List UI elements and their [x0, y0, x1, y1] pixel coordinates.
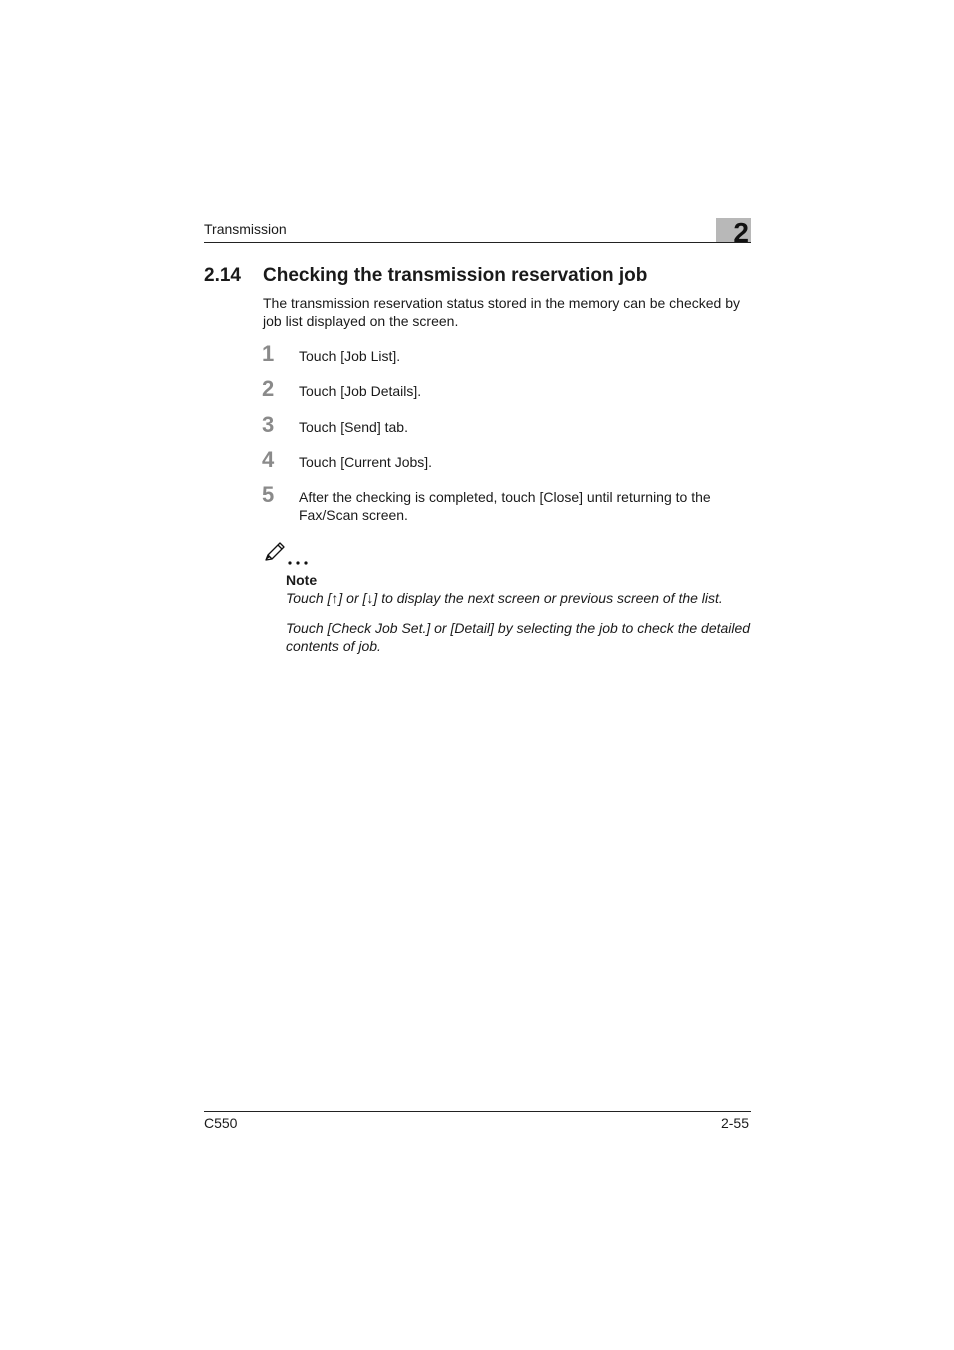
note-text: Touch [↑] or [↓] to display the next screen or previous screen of the list.: [286, 590, 723, 606]
section-intro: The transmission reservation status stored in the memory can be checked by job list displayed on the screen.: [263, 295, 740, 329]
step-number: 4: [262, 447, 275, 472]
section-title: Checking the transmission reservation job: [263, 265, 648, 286]
step-number: 5: [262, 482, 275, 507]
note-text: Touch [Check Job Set.] or [Detail] by selecting the job to check the detailed contents of job.: [286, 620, 751, 654]
running-header-title: Transmission: [204, 221, 287, 237]
step-number: 1: [262, 341, 275, 366]
footer-divider: [204, 1111, 751, 1112]
note-label: Note: [286, 572, 318, 588]
header-divider: [204, 242, 751, 243]
chapter-number: 2: [733, 217, 749, 248]
footer-page-number: 2-55: [720, 1115, 749, 1131]
section-heading: [204, 264, 647, 288]
step-text: After the checking is completed, touch [Close] until returning to the Fax/Scan screen.: [299, 489, 711, 523]
step-number: 2: [262, 376, 275, 401]
pencil-icon: [263, 540, 311, 566]
step-text: Touch [Send] tab.: [299, 419, 408, 435]
step-text: Touch [Current Jobs].: [299, 454, 433, 470]
footer-model: C550: [204, 1115, 238, 1131]
step-text: Touch [Job List].: [299, 348, 401, 364]
chapter-tab: [716, 217, 751, 248]
section-number: 2.14: [204, 265, 241, 286]
step-text: Touch [Job Details].: [299, 383, 422, 399]
step-number: 3: [262, 412, 275, 437]
